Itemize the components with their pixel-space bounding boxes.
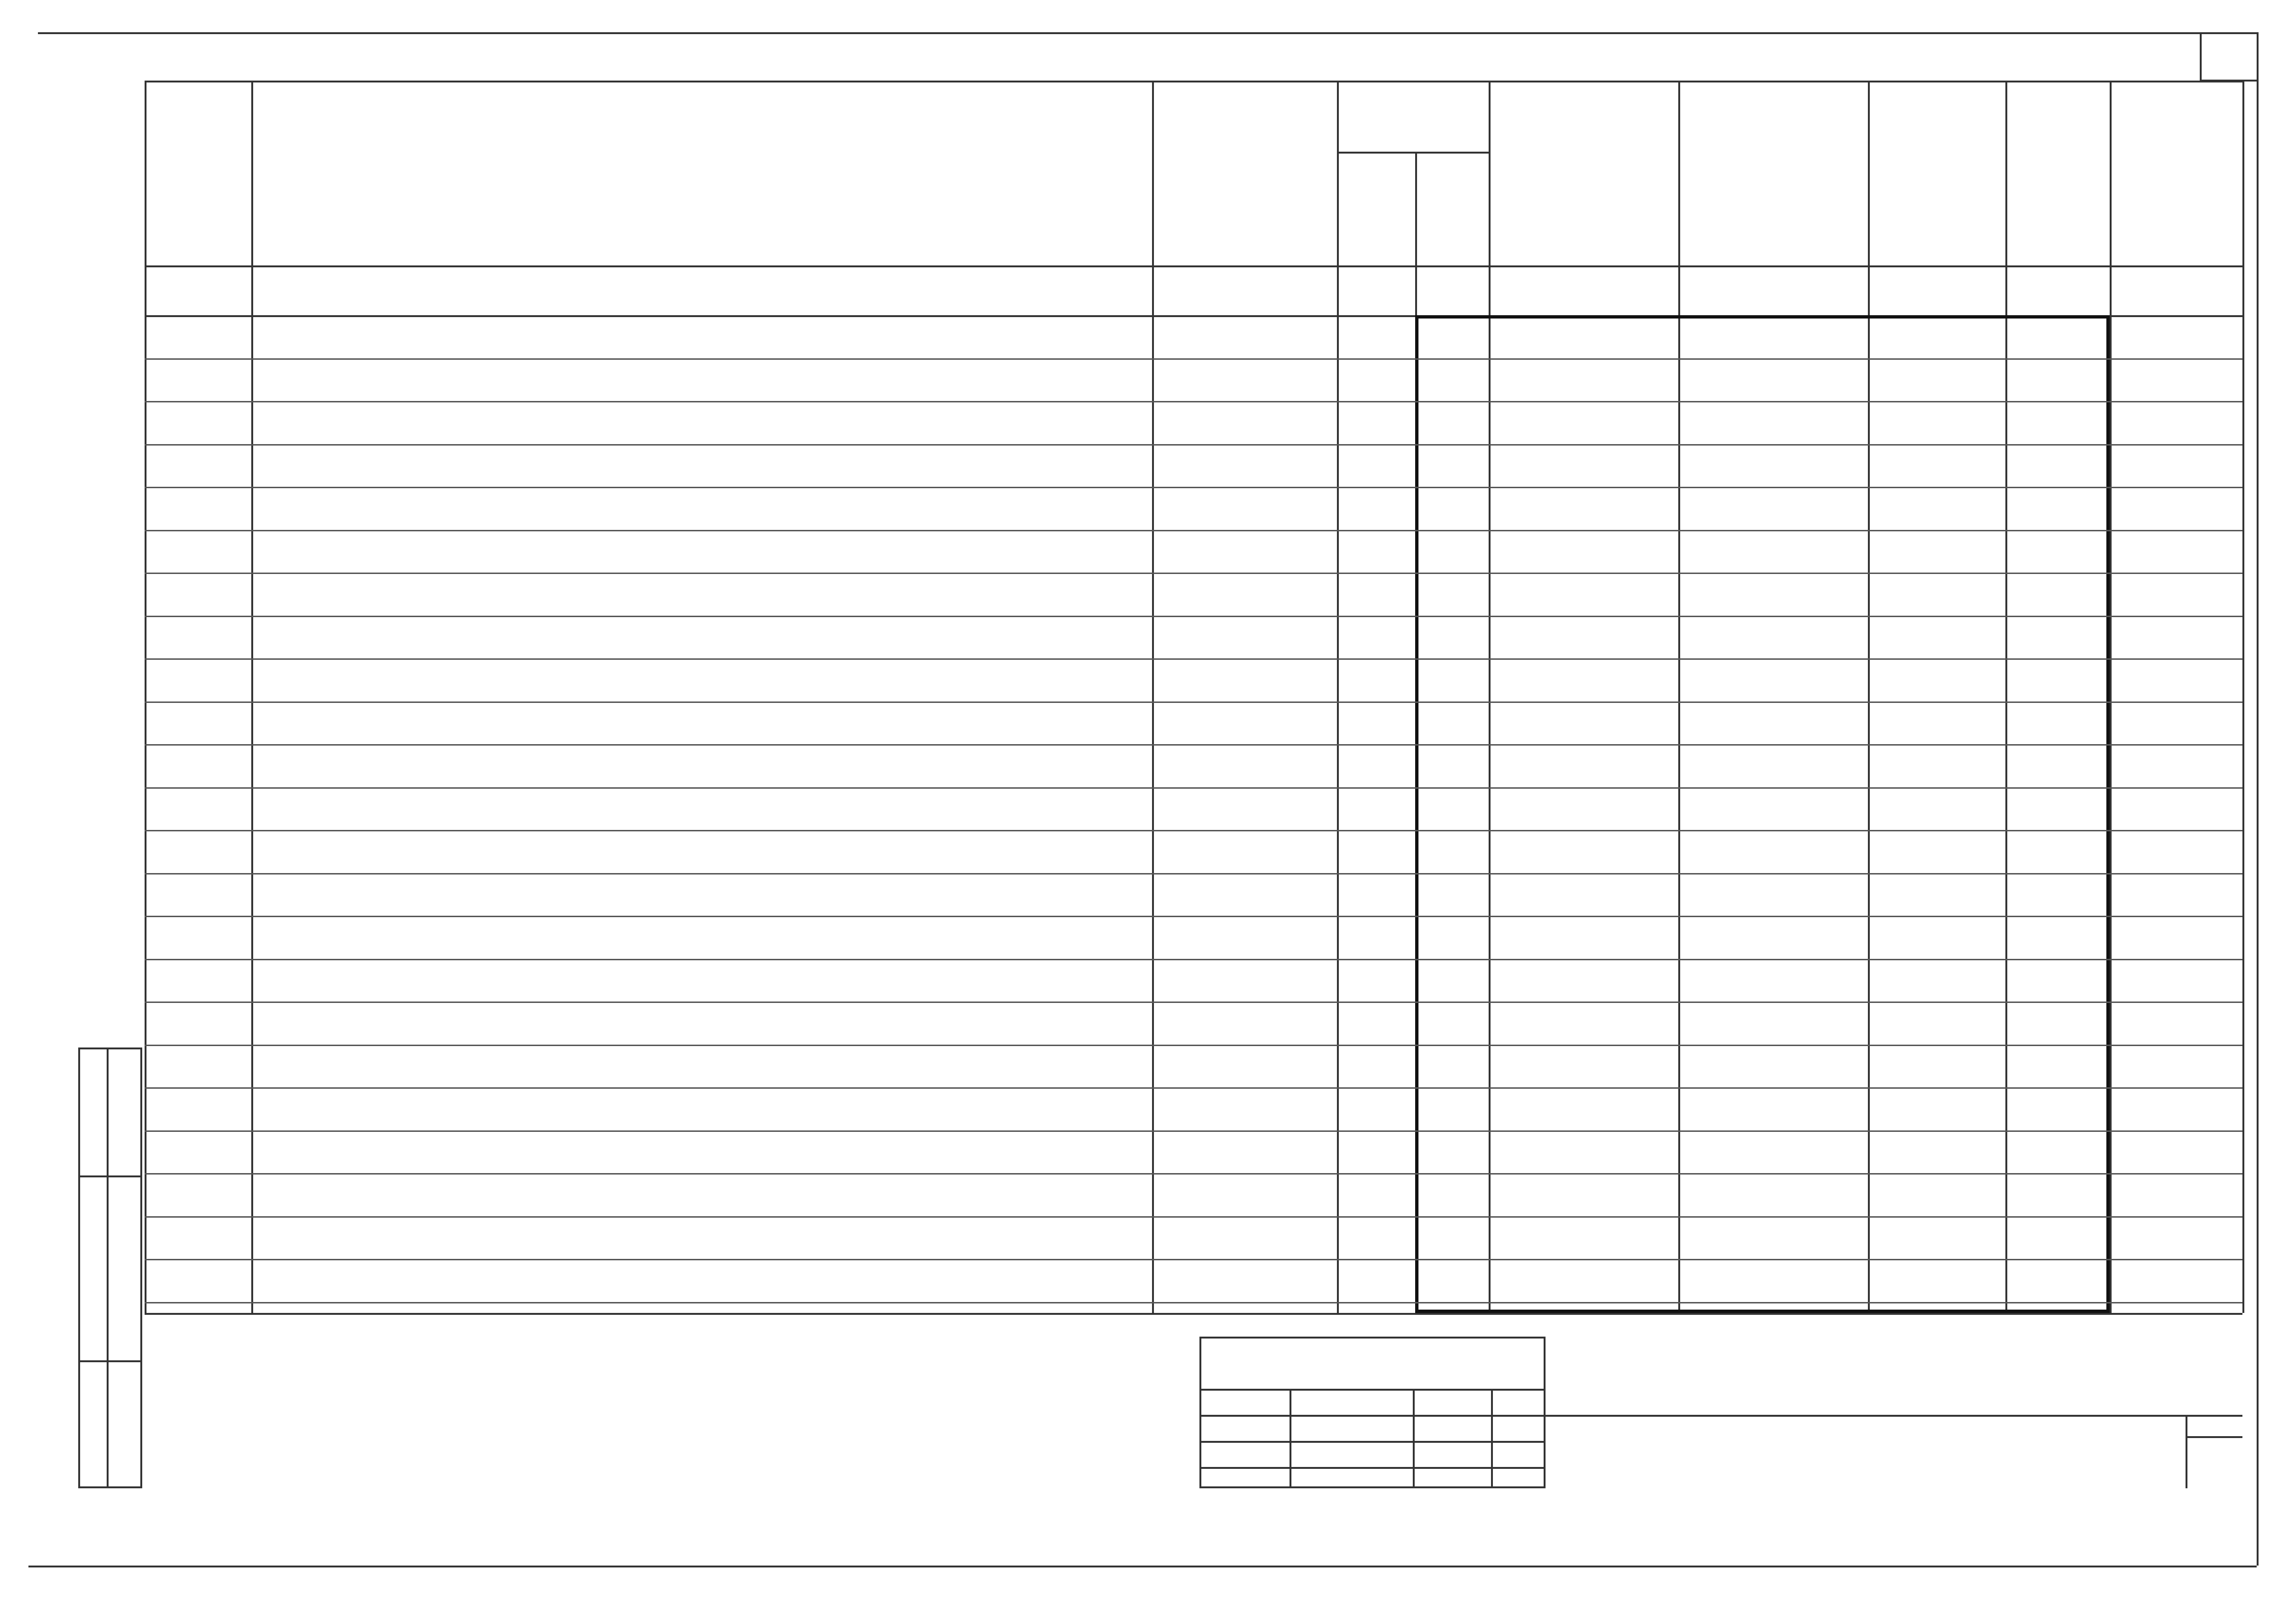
column-border [2242, 81, 2244, 1313]
stamp-doc-top [1546, 1415, 2242, 1417]
stamp-sheet-divider [2186, 1415, 2187, 1488]
side-label-inv-podl [83, 1360, 102, 1488]
row-border [145, 1087, 2242, 1089]
row-border [145, 573, 2242, 574]
stamp-line [1199, 1467, 1546, 1469]
row-border [145, 701, 2242, 703]
column-border [1152, 81, 1154, 1313]
header-type [1152, 85, 1337, 265]
row-border [145, 487, 2242, 488]
header-bottom-border [145, 265, 2242, 267]
row-border [145, 1173, 2242, 1175]
row-border [145, 401, 2242, 402]
row-border [145, 787, 2242, 789]
row-border [145, 1130, 2242, 1132]
stamp-line [1199, 1389, 1546, 1391]
column-border [251, 81, 253, 1313]
stamp-line [1199, 1415, 1546, 1417]
row-border [145, 616, 2242, 617]
row-border [145, 830, 2242, 831]
row-border [145, 959, 2242, 960]
header-unit-code [1415, 152, 1489, 265]
header-unit [1337, 85, 1489, 152]
table-top-border [145, 81, 2242, 82]
code-block-frame [1415, 315, 2110, 1313]
header-equipment-code [1678, 85, 1868, 265]
row-border [145, 1045, 2242, 1046]
stamp-vline [1491, 1389, 1493, 1488]
stamp-sheet-label-line [2186, 1436, 2242, 1438]
row-border [145, 916, 2242, 917]
row-border [145, 1002, 2242, 1003]
side-label-vzam [83, 1047, 102, 1175]
row-border [145, 444, 2242, 446]
frame-bottom [28, 1566, 2257, 1567]
header-factory-code [1489, 85, 1678, 265]
column-border [1337, 81, 1339, 1313]
side-label-podpis [83, 1175, 102, 1360]
column-border [2110, 81, 2112, 1313]
row-border [145, 1216, 2242, 1218]
row-border [145, 530, 2242, 531]
row-border [145, 873, 2242, 874]
stamp-vline [1413, 1389, 1415, 1488]
header-unit-name [1337, 152, 1415, 265]
frame-right [2257, 32, 2259, 1566]
sheet-number-box [2200, 32, 2259, 82]
row-border [145, 744, 2242, 746]
row-border [145, 1302, 2242, 1303]
header-mass [2110, 85, 2242, 265]
stamp-vline [1290, 1389, 1291, 1488]
column-border [145, 81, 146, 1313]
header-name [251, 85, 1152, 265]
row-border [145, 358, 2242, 360]
stamp-line [1199, 1441, 1546, 1443]
frame-top [38, 32, 2257, 34]
row-border [145, 658, 2242, 660]
stamp-privyazan-box [1199, 1337, 1546, 1488]
header-position [147, 85, 251, 265]
row-border [145, 1259, 2242, 1260]
side-strip-divider [107, 1047, 109, 1488]
header-quantity [2005, 85, 2110, 265]
header-price [1868, 85, 2005, 265]
table-bottom-border [145, 1313, 2242, 1315]
